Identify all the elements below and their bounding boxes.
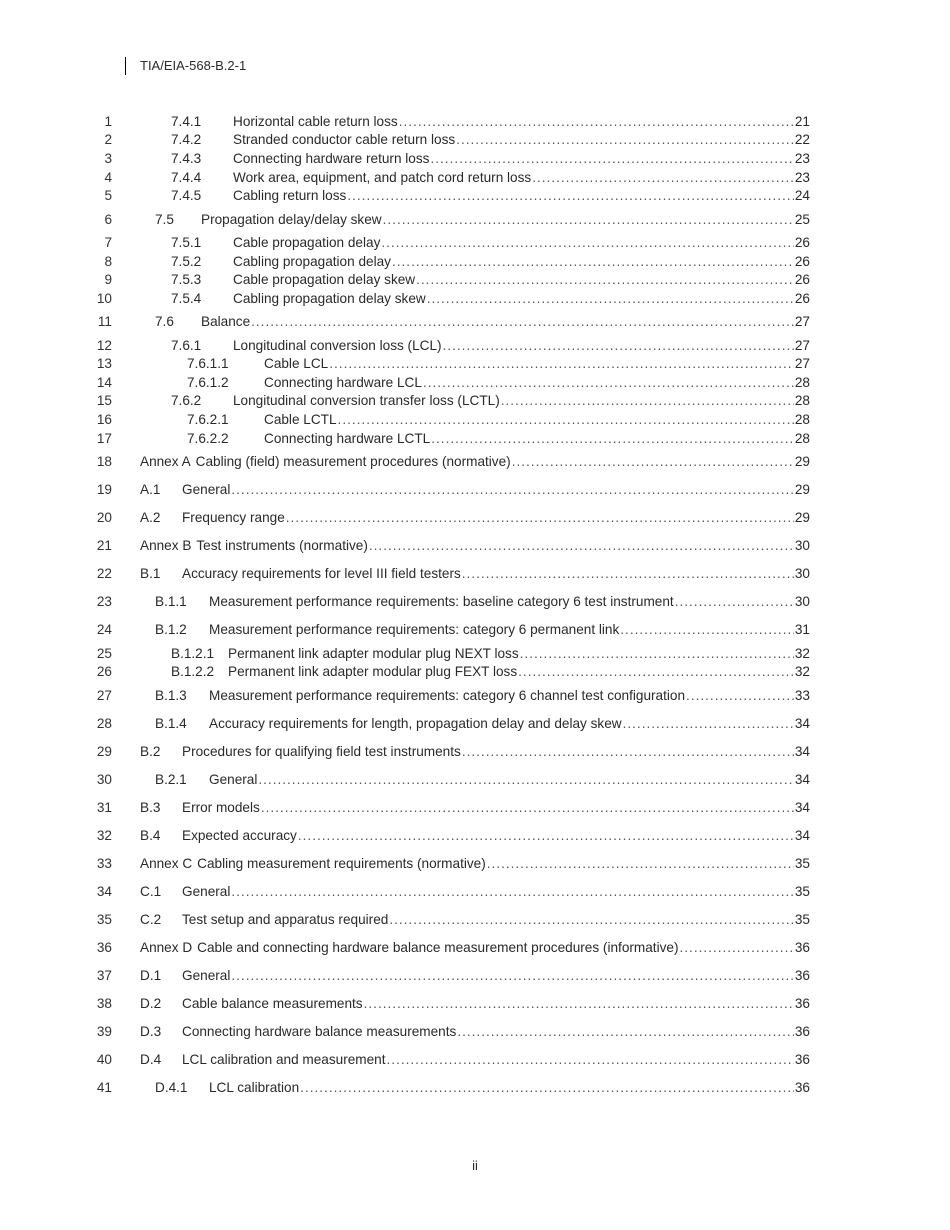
page-ref: 23 [794, 151, 810, 166]
section-number: B.1.1 [155, 594, 187, 609]
toc-row [0, 271, 950, 289]
line-number: 18 [96, 454, 112, 469]
dot-leader [456, 131, 794, 149]
toc-entry[interactable] [155, 593, 810, 611]
toc-entry[interactable] [155, 621, 810, 639]
toc-entry[interactable] [171, 253, 810, 271]
line-number: 15 [96, 393, 112, 408]
section-title: Cable propagation delay [233, 235, 381, 250]
page-ref: 33 [794, 688, 810, 703]
dot-leader [387, 1051, 794, 1069]
dot-leader [389, 911, 794, 929]
section-number: B.3 [140, 800, 161, 815]
line-number: 17 [96, 431, 112, 446]
line-number: 6 [104, 212, 112, 227]
section-number: B.1.2.2 [171, 664, 215, 679]
toc-entry[interactable] [155, 1079, 810, 1097]
page-ref: 36 [794, 996, 810, 1011]
dot-leader [364, 995, 794, 1013]
dot-leader [679, 939, 793, 957]
section-title: General [209, 772, 258, 787]
toc-row [0, 253, 950, 271]
section-title: Connecting hardware return loss [233, 151, 430, 166]
toc-entry[interactable] [140, 565, 810, 583]
line-number: 2 [104, 132, 112, 147]
section-number: 7.4.3 [171, 151, 202, 166]
section-title: Connecting hardware LCTL [264, 431, 431, 446]
section-number: 7.6.1.1 [187, 356, 229, 371]
page-ref: 22 [794, 132, 810, 147]
section-number: 7.6.2.1 [187, 412, 229, 427]
line-number: 12 [96, 338, 112, 353]
toc-entry[interactable] [140, 1023, 810, 1041]
section-title: Longitudinal conversion transfer loss (LCTL) [233, 393, 500, 408]
toc-entry[interactable] [171, 234, 810, 252]
toc-row [0, 290, 950, 308]
section-number: B.2.1 [155, 772, 187, 787]
dot-leader [338, 411, 794, 429]
section-number: 7.4.4 [171, 170, 202, 185]
section-title: General [182, 968, 231, 983]
section-number: Annex A [140, 454, 191, 469]
page-ref: 27 [794, 314, 810, 329]
section-title: Test setup and apparatus required [182, 912, 389, 927]
page-ref: 36 [794, 940, 810, 955]
toc-row [0, 967, 950, 985]
line-number: 35 [96, 912, 112, 927]
toc-row [0, 799, 950, 817]
toc-entry[interactable] [171, 113, 810, 131]
section-title: Cable LCTL [264, 412, 337, 427]
toc-row [0, 1023, 950, 1041]
line-number: 19 [96, 482, 112, 497]
toc-row [0, 313, 950, 331]
toc-entry[interactable] [171, 290, 810, 308]
toc-row [0, 995, 950, 1013]
dot-leader [399, 113, 794, 131]
line-number: 9 [104, 272, 112, 287]
page-ref: 36 [794, 968, 810, 983]
toc-row [0, 687, 950, 705]
toc-row [0, 593, 950, 611]
toc-row [0, 337, 950, 355]
line-number: 1 [104, 114, 112, 129]
dot-leader [518, 663, 794, 681]
section-number: 7.5.4 [171, 291, 202, 306]
section-number: Annex D [140, 940, 193, 955]
line-number: 28 [96, 716, 112, 731]
section-title: Cable balance measurements [182, 996, 363, 1011]
dot-leader [286, 509, 794, 527]
toc-row [0, 827, 950, 845]
section-title: Longitudinal conversion loss (LCL) [233, 338, 442, 353]
toc-entry[interactable] [171, 131, 810, 149]
dot-leader [258, 771, 794, 789]
page-ref: 35 [794, 884, 810, 899]
dot-leader [261, 799, 794, 817]
toc-entry[interactable] [140, 1051, 810, 1069]
toc-entry[interactable] [140, 481, 810, 499]
toc-entry[interactable] [171, 150, 810, 168]
page-ref: 26 [794, 254, 810, 269]
section-title: Cabling (field) measurement procedures (normative) [195, 454, 511, 469]
section-number: B.4 [140, 828, 161, 843]
section-title: Balance [201, 314, 251, 329]
dot-leader [383, 211, 794, 229]
section-number: B.1.3 [155, 688, 187, 703]
section-number: C.1 [140, 884, 162, 899]
section-title: Connecting hardware balance measurements [182, 1024, 457, 1039]
section-number: 7.5.3 [171, 272, 202, 287]
toc-row [0, 430, 950, 448]
toc-row [0, 509, 950, 527]
dot-leader [430, 150, 793, 168]
section-number: 7.4.1 [171, 114, 202, 129]
page-ref: 28 [794, 431, 810, 446]
dot-leader [501, 392, 794, 410]
section-title: Procedures for qualifying field test instruments [182, 744, 461, 759]
dot-leader [251, 313, 794, 331]
page-number: ii [472, 1158, 478, 1173]
toc-row [0, 645, 950, 663]
section-title: Connecting hardware LCL [264, 375, 422, 390]
section-number: 7.4.5 [171, 188, 202, 203]
line-number: 36 [96, 940, 112, 955]
dot-leader [369, 537, 794, 555]
line-number: 24 [96, 622, 112, 637]
toc-row [0, 715, 950, 733]
section-number: 7.6.1 [171, 338, 202, 353]
section-number: 7.6.1.2 [187, 375, 229, 390]
page-ref: 34 [794, 716, 810, 731]
toc-entry[interactable] [140, 509, 810, 527]
page-ref: 21 [794, 114, 810, 129]
toc-row [0, 1079, 950, 1097]
dot-leader [231, 883, 794, 901]
page-ref: 28 [794, 393, 810, 408]
page-ref: 27 [794, 356, 810, 371]
section-title: Error models [182, 800, 260, 815]
toc-entry[interactable] [171, 392, 810, 410]
dot-leader [231, 967, 794, 985]
toc-entry[interactable] [171, 271, 810, 289]
line-number: 38 [96, 996, 112, 1011]
toc-row [0, 663, 950, 681]
page-ref: 29 [794, 510, 810, 525]
dot-leader [381, 234, 794, 252]
dot-leader [443, 337, 794, 355]
section-number: 7.5 [155, 212, 174, 227]
toc-entry[interactable] [140, 883, 810, 901]
toc-entry[interactable] [171, 663, 810, 681]
toc-entry[interactable] [140, 537, 810, 555]
toc-entry[interactable] [171, 337, 810, 355]
section-number: B.1 [140, 566, 161, 581]
toc-entry[interactable] [187, 374, 810, 392]
section-number: B.2 [140, 744, 161, 759]
section-number: D.1 [140, 968, 162, 983]
dot-leader [392, 253, 794, 271]
toc-entry[interactable] [140, 911, 810, 929]
page-ref: 27 [794, 338, 810, 353]
section-number: D.4.1 [155, 1080, 188, 1095]
section-number: B.1.2.1 [171, 646, 215, 661]
page-ref: 32 [794, 646, 810, 661]
dot-leader [347, 187, 794, 205]
toc-row [0, 453, 950, 471]
toc-row [0, 234, 950, 252]
page-ref: 26 [794, 235, 810, 250]
toc-entry[interactable] [140, 939, 810, 957]
line-number: 29 [96, 744, 112, 759]
dot-leader [329, 355, 794, 373]
dot-leader [423, 374, 794, 392]
section-number: D.4 [140, 1052, 162, 1067]
section-number: D.2 [140, 996, 162, 1011]
section-title: Expected accuracy [182, 828, 297, 843]
section-number: 7.6 [155, 314, 174, 329]
toc-row [0, 537, 950, 555]
toc-row [0, 169, 950, 187]
page-ref: 34 [794, 828, 810, 843]
page-ref: 34 [794, 800, 810, 815]
line-number: 40 [96, 1052, 112, 1067]
toc-row [0, 771, 950, 789]
dot-leader [520, 645, 794, 663]
line-number: 23 [96, 594, 112, 609]
section-title: Accuracy requirements for length, propagation delay and delay skew [209, 716, 622, 731]
toc-entry[interactable] [171, 187, 810, 205]
line-number: 30 [96, 772, 112, 787]
line-number: 33 [96, 856, 112, 871]
dot-leader [300, 1079, 794, 1097]
line-number: 41 [96, 1080, 112, 1095]
line-number: 22 [96, 566, 112, 581]
toc-row [0, 911, 950, 929]
section-number: 7.6.2 [171, 393, 202, 408]
page-ref: 26 [794, 272, 810, 287]
page-ref: 35 [794, 856, 810, 871]
section-title: Horizontal cable return loss [233, 114, 398, 129]
line-number: 16 [96, 412, 112, 427]
line-number: 7 [104, 235, 112, 250]
section-title: LCL calibration [209, 1080, 300, 1095]
section-title: Cable propagation delay skew [233, 272, 416, 287]
toc-row [0, 743, 950, 761]
toc-row [0, 211, 950, 229]
toc-entry[interactable] [140, 453, 810, 471]
page-ref: 28 [794, 375, 810, 390]
section-number: 7.4.2 [171, 132, 202, 147]
line-number: 34 [96, 884, 112, 899]
toc-entry[interactable] [140, 995, 810, 1013]
line-number: 26 [96, 664, 112, 679]
dot-leader [487, 855, 794, 873]
toc-entry[interactable] [187, 430, 810, 448]
page-ref: 29 [794, 454, 810, 469]
toc-row [0, 392, 950, 410]
dot-leader [620, 621, 794, 639]
section-number: Annex C [140, 856, 193, 871]
section-title: Stranded conductor cable return loss [233, 132, 456, 147]
dot-leader [462, 743, 794, 761]
dot-leader [298, 827, 794, 845]
section-title: Frequency range [182, 510, 285, 525]
line-number: 21 [96, 538, 112, 553]
line-number: 31 [96, 800, 112, 815]
document-id: TIA/EIA-568-B.2-1 [140, 58, 247, 73]
section-title: Propagation delay/delay skew [201, 212, 382, 227]
section-title: Measurement performance requirements: category 6 channel test configuration [209, 688, 686, 703]
page-ref: 30 [794, 538, 810, 553]
toc-entry[interactable] [155, 687, 810, 705]
toc-row [0, 113, 950, 131]
section-title: Accuracy requirements for level III field testers [182, 566, 461, 581]
section-number: C.2 [140, 912, 162, 927]
toc-row [0, 187, 950, 205]
toc-row [0, 374, 950, 392]
toc-entry[interactable] [155, 715, 810, 733]
section-title: Test instruments (normative) [196, 538, 368, 553]
toc-row [0, 481, 950, 499]
section-title: LCL calibration and measurement [182, 1052, 386, 1067]
line-number: 14 [96, 375, 112, 390]
page-ref: 36 [794, 1080, 810, 1095]
line-number: 5 [104, 188, 112, 203]
line-number: 13 [96, 356, 112, 371]
page-ref: 29 [794, 482, 810, 497]
section-title: Measurement performance requirements: baseline category 6 test instrument [209, 594, 674, 609]
dot-leader [431, 430, 794, 448]
page-ref: 34 [794, 744, 810, 759]
section-title: Cable LCL [264, 356, 329, 371]
dot-leader [623, 715, 794, 733]
dot-leader [462, 565, 794, 583]
page-ref: 32 [794, 664, 810, 679]
section-number: B.1.4 [155, 716, 187, 731]
page-ref: 30 [794, 566, 810, 581]
page-ref: 30 [794, 594, 810, 609]
toc-row [0, 565, 950, 583]
page-ref: 25 [794, 212, 810, 227]
page-ref: 28 [794, 412, 810, 427]
page-ref: 36 [794, 1024, 810, 1039]
line-number: 32 [96, 828, 112, 843]
toc-row [0, 621, 950, 639]
line-number: 4 [104, 170, 112, 185]
line-number: 11 [97, 314, 112, 329]
section-number: 7.5.2 [171, 254, 202, 269]
dot-leader [512, 453, 794, 471]
section-title: Cabling return loss [233, 188, 347, 203]
line-number: 20 [96, 510, 112, 525]
section-title: Cabling propagation delay [233, 254, 391, 269]
page-ref: 35 [794, 912, 810, 927]
line-number: 10 [96, 291, 112, 306]
section-title: General [182, 482, 231, 497]
section-number: A.1 [140, 482, 161, 497]
toc-entry[interactable] [187, 411, 810, 429]
toc-row [0, 855, 950, 873]
dot-leader [675, 593, 794, 611]
line-number: 27 [96, 688, 112, 703]
section-title: Cabling propagation delay skew [233, 291, 426, 306]
dot-leader [427, 290, 794, 308]
section-title: Permanent link adapter modular plug FEXT loss [228, 664, 518, 679]
section-title: General [182, 884, 231, 899]
dot-leader [457, 1023, 794, 1041]
toc-row [0, 883, 950, 901]
section-title: Work area, equipment, and patch cord return loss [233, 170, 532, 185]
toc-row [0, 1051, 950, 1069]
toc-row [0, 150, 950, 168]
section-number: A.2 [140, 510, 161, 525]
toc-entry[interactable] [140, 827, 810, 845]
page-ref: 26 [794, 291, 810, 306]
page-ref: 31 [794, 622, 810, 637]
toc-entry[interactable] [155, 211, 810, 229]
toc-entry[interactable] [140, 967, 810, 985]
toc-entry[interactable] [140, 855, 810, 873]
page-ref: 24 [794, 188, 810, 203]
toc-row [0, 939, 950, 957]
section-number: B.1.2 [155, 622, 187, 637]
line-number: 39 [96, 1024, 112, 1039]
section-title: Cabling measurement requirements (normative) [197, 856, 486, 871]
toc-row [0, 131, 950, 149]
toc-entry[interactable] [171, 169, 810, 187]
dot-leader [686, 687, 794, 705]
dot-leader [416, 271, 794, 289]
page-ref: 23 [794, 170, 810, 185]
toc-entry[interactable] [140, 743, 810, 761]
section-number: 7.6.2.2 [187, 431, 229, 446]
line-number: 3 [104, 151, 112, 166]
line-number: 8 [104, 254, 112, 269]
section-title: Measurement performance requirements: category 6 permanent link [209, 622, 620, 637]
section-title: Permanent link adapter modular plug NEXT loss [228, 646, 519, 661]
page-ref: 36 [794, 1052, 810, 1067]
toc-row [0, 355, 950, 373]
page-ref: 34 [794, 772, 810, 787]
toc-entry[interactable] [140, 799, 810, 817]
section-title: Cable and connecting hardware balance measurement procedures (informative) [197, 940, 679, 955]
section-number: Annex B [140, 538, 192, 553]
section-number: 7.5.1 [171, 235, 202, 250]
toc-entry[interactable] [155, 313, 810, 331]
line-number: 25 [96, 646, 112, 661]
toc-entry[interactable] [171, 645, 810, 663]
toc-row [0, 411, 950, 429]
section-number: D.3 [140, 1024, 162, 1039]
dot-leader [231, 481, 794, 499]
toc-entry[interactable] [155, 771, 810, 789]
toc-entry[interactable] [187, 355, 810, 373]
dot-leader [532, 169, 794, 187]
line-number: 37 [96, 968, 112, 983]
